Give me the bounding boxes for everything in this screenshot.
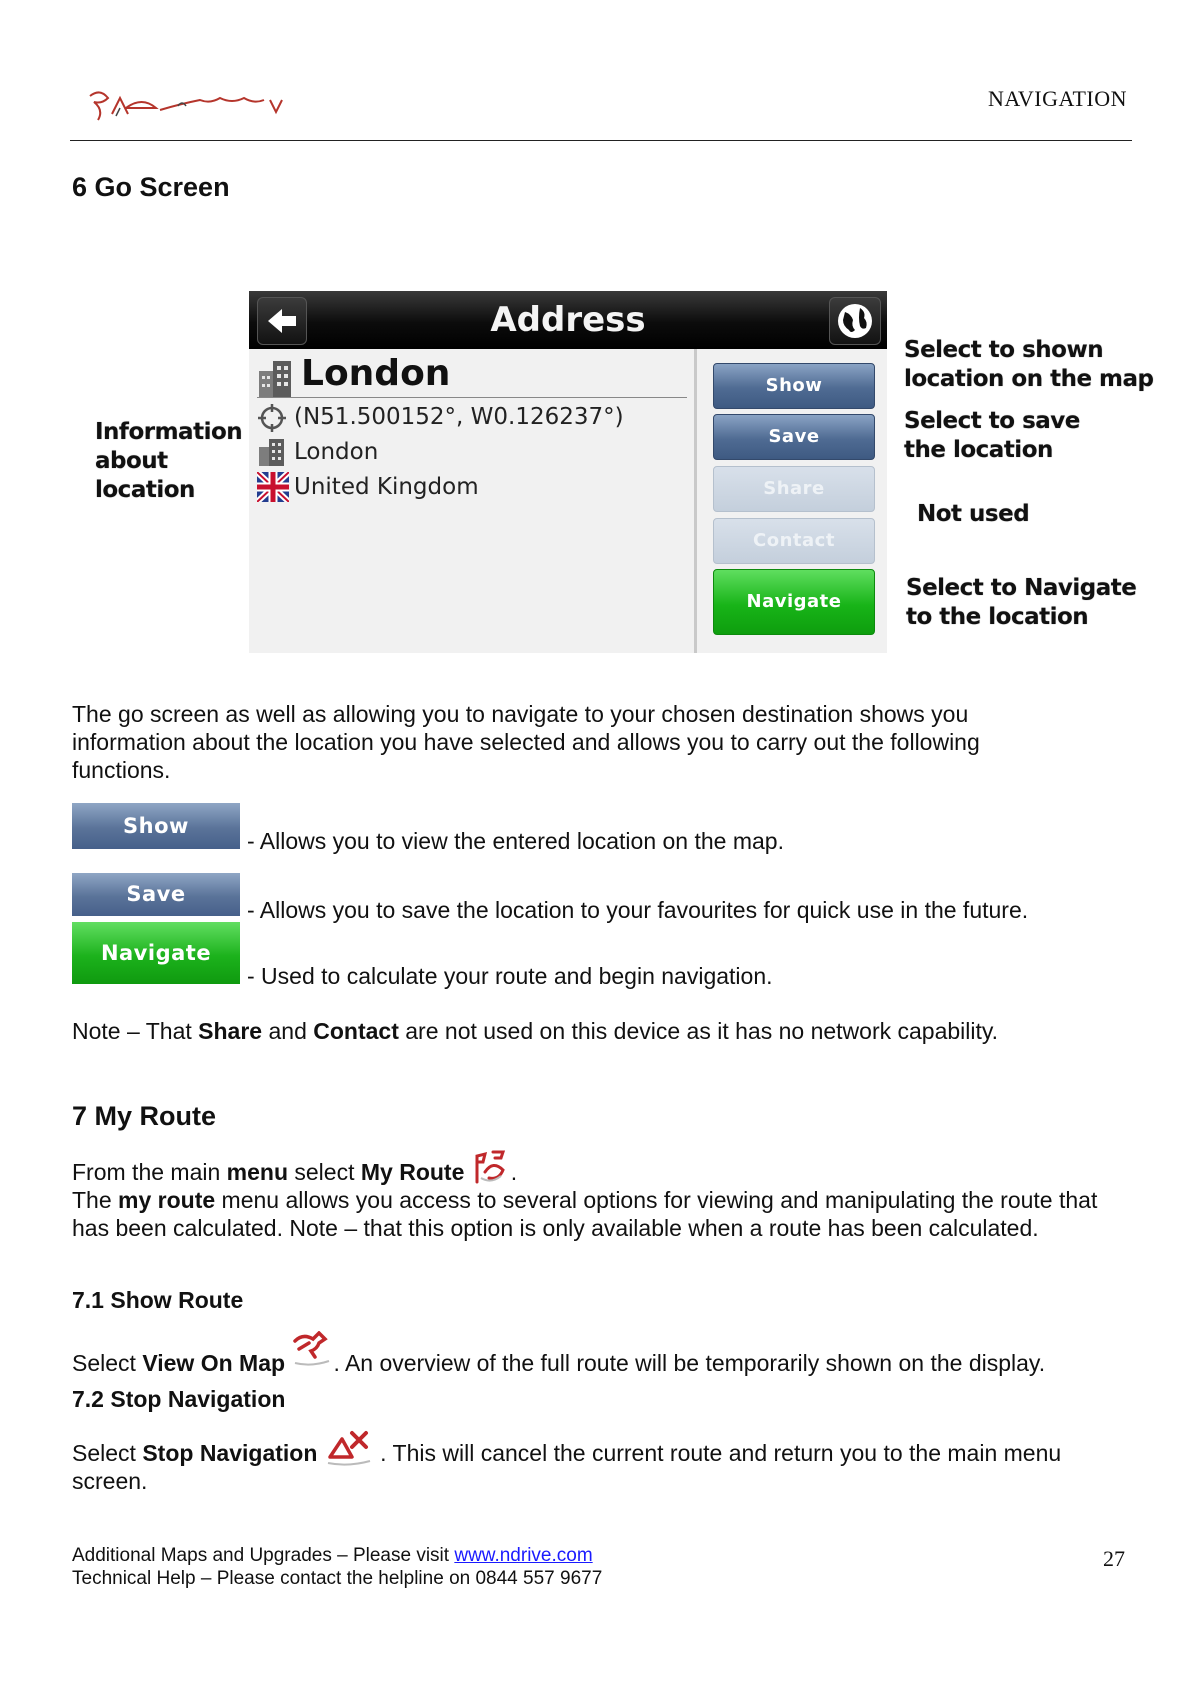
- callout-not-used: Not used: [917, 501, 1030, 527]
- line2-my-route: my route: [118, 1187, 216, 1213]
- show-route-text: [72, 1331, 1152, 1377]
- device-info-divider: [257, 397, 687, 398]
- footer-line1-text: Additional Maps and Upgrades – Please visit: [72, 1545, 455, 1566]
- stop-navigation-text: [72, 1429, 1132, 1495]
- callout-navigate-line1: Select to Navigate: [906, 575, 1137, 601]
- device-country: United Kingdom: [294, 474, 479, 500]
- callout-save: [904, 407, 1080, 465]
- callout-save-line2: the location: [904, 437, 1053, 463]
- stop-navigation-pre: Select: [72, 1440, 143, 1466]
- note-mid: and: [262, 1018, 314, 1044]
- callout-navigate-line2: to the location: [906, 604, 1089, 630]
- show-route-pre: Select: [72, 1350, 143, 1376]
- my-route-icon: [471, 1148, 511, 1186]
- globe-icon: [830, 298, 880, 344]
- callout-navigate: [906, 574, 1136, 632]
- line2-pre: The: [72, 1187, 119, 1213]
- my-route-intro: [72, 1148, 1132, 1242]
- line1-menu: menu: [226, 1159, 288, 1185]
- footer-line1: [72, 1544, 602, 1567]
- note-share: Share: [198, 1018, 263, 1044]
- note-contact: Contact: [313, 1018, 399, 1044]
- line1-post: .: [510, 1159, 518, 1185]
- device-navigate-button[interactable]: Navigate: [713, 569, 875, 635]
- stop-navigation-bold: Stop Navigation: [142, 1440, 318, 1466]
- save-description: - Allows you to save the location to your favourites for quick use in the future.: [247, 897, 1029, 923]
- callout-information-line2: about: [95, 448, 168, 474]
- line1-my-route: My Route: [360, 1159, 465, 1185]
- sample-show-button: Show: [72, 803, 240, 849]
- callout-information-line3: location: [95, 477, 195, 503]
- navigate-description: - Used to calculate your route and begin navigation.: [247, 963, 773, 989]
- device-share-button[interactable]: Share: [713, 466, 875, 512]
- subheading-show-route: 7.1 Show Route: [72, 1287, 244, 1313]
- device-title: Address: [490, 300, 646, 340]
- note-post: are not used on this device as it has no network capability.: [398, 1018, 999, 1044]
- section-heading-go-screen: 6 Go Screen: [72, 172, 230, 202]
- show-description: - Allows you to view the entered location on the map.: [247, 828, 784, 854]
- device-save-button[interactable]: Save: [713, 414, 875, 460]
- network-note: [72, 1017, 1122, 1045]
- show-route-post: . An overview of the full route will be temporarily shown on the display.: [333, 1350, 1046, 1376]
- sample-save-button: Save: [72, 873, 240, 916]
- go-screen-intro: The go screen as well as allowing you to navigate to your chosen destination shows you information about the location you have selected and allows you to carry out the following functions.: [72, 701, 980, 783]
- header-section-title: NAVIGATION: [987, 86, 1127, 111]
- callout-show-line2: location on the map: [904, 366, 1154, 392]
- line1-mid: select: [288, 1159, 361, 1185]
- my-route-line1: [72, 1148, 1132, 1186]
- show-route-bold: View On Map: [142, 1350, 286, 1376]
- subheading-stop-navigation: 7.2 Stop Navigation: [72, 1386, 286, 1412]
- stop-navigation-post: . This will cancel the current route and return you to the main menu screen.: [72, 1440, 1062, 1494]
- building-small-icon: [257, 437, 287, 467]
- callout-show-line1: Select to shown: [904, 337, 1104, 363]
- company-logo: [86, 86, 296, 126]
- stop-navigation-icon: [324, 1429, 374, 1467]
- crosshair-icon: [257, 403, 287, 433]
- footer: [72, 1544, 602, 1590]
- section-heading-my-route: 7 My Route: [72, 1101, 217, 1131]
- line1-pre: From the main: [72, 1159, 227, 1185]
- callout-save-line1: Select to save: [904, 408, 1080, 434]
- device-panel-divider: [694, 349, 697, 653]
- device-city-name: London: [301, 353, 451, 394]
- go-screen-screenshot: [249, 291, 887, 653]
- note-pre: Note – That: [72, 1018, 199, 1044]
- device-coordinates: (N51.500152°, W0.126237°): [294, 404, 624, 430]
- line2-post: menu allows you access to several options for viewing and manipulating the route that has been calculated. Note – that this option is only available when a route has been calculated.: [72, 1187, 1098, 1241]
- device-show-button[interactable]: Show: [713, 363, 875, 409]
- page-number: 27: [1103, 1546, 1125, 1571]
- footer-line2: Technical Help – Please contact the helpline on 0844 557 9677: [72, 1568, 603, 1589]
- view-on-map-icon: [291, 1331, 333, 1367]
- callout-show: [904, 336, 1154, 394]
- ndrive-link[interactable]: www.ndrive.com: [454, 1545, 593, 1566]
- callout-information-line1: Information: [95, 419, 243, 445]
- header-divider: [70, 140, 1132, 141]
- callout-information: [95, 418, 242, 505]
- building-icon: [257, 359, 293, 399]
- device-contact-button[interactable]: Contact: [713, 518, 875, 564]
- device-town: London: [294, 439, 379, 465]
- uk-flag-icon: [257, 472, 289, 502]
- globe-button[interactable]: [829, 297, 881, 345]
- sample-navigate-button: Navigate: [72, 922, 240, 984]
- my-route-line2: [72, 1186, 1132, 1242]
